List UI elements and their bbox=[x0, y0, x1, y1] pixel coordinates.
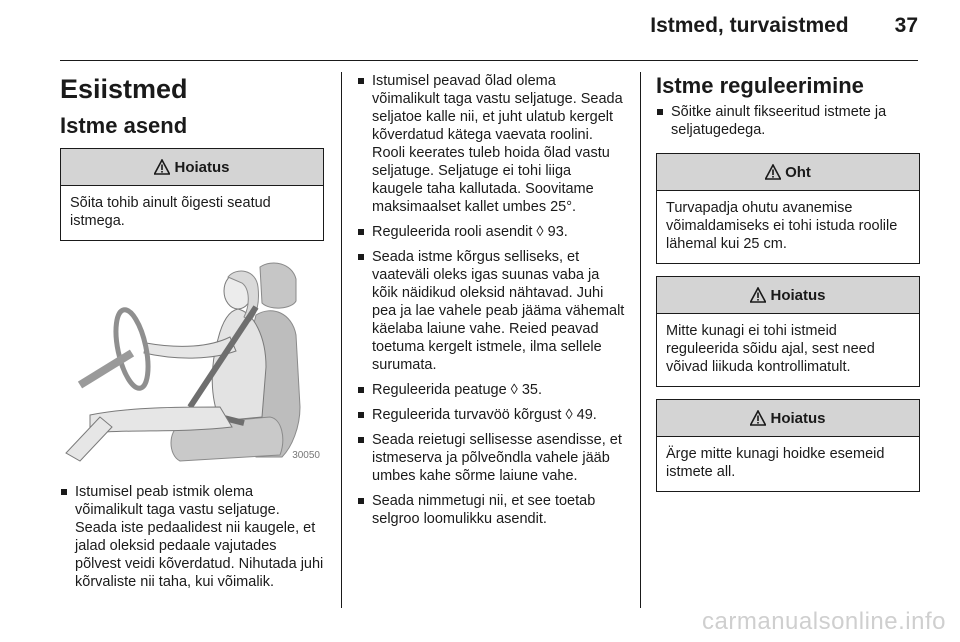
list-item: Seada reietugi sellisesse asendisse, et istmeserva ja põlveõndla vahele jääb umbes kahe sõrme laiune vahe. bbox=[357, 431, 625, 485]
warning-text: Turvapadja ohutu avanemise võimaldamiseks ei tohi istuda roolile lähemal kui 25 cm. bbox=[666, 200, 898, 252]
column-divider bbox=[341, 72, 342, 608]
warning-header bbox=[61, 149, 323, 186]
list-item: Reguleerida turvavöö kõrgust ◊ 49. bbox=[357, 406, 625, 424]
bullet-list bbox=[357, 72, 625, 528]
left-column bbox=[60, 72, 324, 598]
page-header bbox=[650, 14, 918, 38]
header-rule bbox=[60, 60, 918, 61]
list-item: Istumisel peab istmik olema võimalikult taga vastu seljatuge. Seada iste pedaalidest nii kaugele, et jalad oleksid pedaale vajutades põlvest veidi kõverdatud. Nihutada juhi kõrvaliste nii taha, kui võimalik. bbox=[60, 483, 324, 591]
warning-text: Ärge mitte kunagi hoidke esemeid istmete all. bbox=[666, 446, 885, 480]
seating-position-illustration bbox=[60, 257, 324, 465]
warning-header bbox=[657, 400, 919, 437]
list-item: Seada nimmetugi nii, et see toetab selgroo loomulikku asendit. bbox=[357, 492, 625, 528]
section-heading: Esiistmed bbox=[60, 74, 188, 104]
warning-triangle-icon bbox=[154, 159, 170, 175]
list-item: Reguleerida peatuge ◊ 35. bbox=[357, 381, 625, 399]
danger-box bbox=[656, 153, 920, 264]
driver-seat-illustration bbox=[60, 257, 324, 465]
warning-triangle-icon bbox=[750, 410, 766, 426]
list-item: Seada istme kõrgus selliseks, et vaateväli oleks igas suunas vaba ja kõik näidikud oleksid nähtavad. Juhi pea ja lae vahele peab jääma vähemalt käelaba laiune vahe. Reied peavad toetuma kergelt istmele, ilma sellele surumata. bbox=[357, 248, 625, 374]
bullet-list bbox=[656, 103, 920, 139]
list-item: Istumisel peavad õlad olema võimalikult taga vastu seljatuge. Seada seljatoe kalle nii, et juht ulatub kergelt kõverdatud kätega vaevata roolini. Rooli keerates tuleb hoida õlad vastu seljatuge. Seljatuge ei tohi liiga kaugele taha kallutada. Soovitame maksimaalset kallet umbes 25°. bbox=[357, 72, 625, 216]
warning-box bbox=[60, 148, 324, 241]
right-column bbox=[656, 72, 920, 492]
column-divider bbox=[640, 72, 641, 608]
section-heading: Istme reguleerimine bbox=[656, 73, 864, 98]
warning-label: Hoiatus bbox=[174, 158, 230, 176]
warning-label: Hoiatus bbox=[770, 286, 826, 304]
middle-column bbox=[357, 72, 625, 535]
list-item: Reguleerida rooli asendit ◊ 93. bbox=[357, 223, 625, 241]
header-title: Istmed, turvaistmed bbox=[650, 14, 849, 37]
warning-text: Mitte kunagi ei tohi istmeid reguleerida sõidu ajal, sest need võivad liikuda kontrollimatult. bbox=[666, 323, 875, 375]
warning-box bbox=[656, 276, 920, 387]
illustration-code: 30050 bbox=[292, 450, 320, 461]
watermark: carmanualsonline.info bbox=[702, 608, 946, 635]
warning-text: Sõita tohib ainult õigesti seatud istmega. bbox=[70, 195, 271, 229]
warning-label: Hoiatus bbox=[770, 409, 826, 427]
warning-triangle-icon bbox=[765, 164, 781, 180]
bullet-list bbox=[60, 483, 324, 591]
page-number: 37 bbox=[894, 14, 918, 37]
warning-box bbox=[656, 399, 920, 492]
warning-header bbox=[657, 154, 919, 191]
warning-label: Oht bbox=[785, 163, 811, 181]
warning-triangle-icon bbox=[750, 287, 766, 303]
warning-header bbox=[657, 277, 919, 314]
subsection-heading: Istme asend bbox=[60, 113, 188, 138]
list-item: Sõitke ainult fikseeritud istmete ja seljatugedega. bbox=[656, 103, 920, 139]
